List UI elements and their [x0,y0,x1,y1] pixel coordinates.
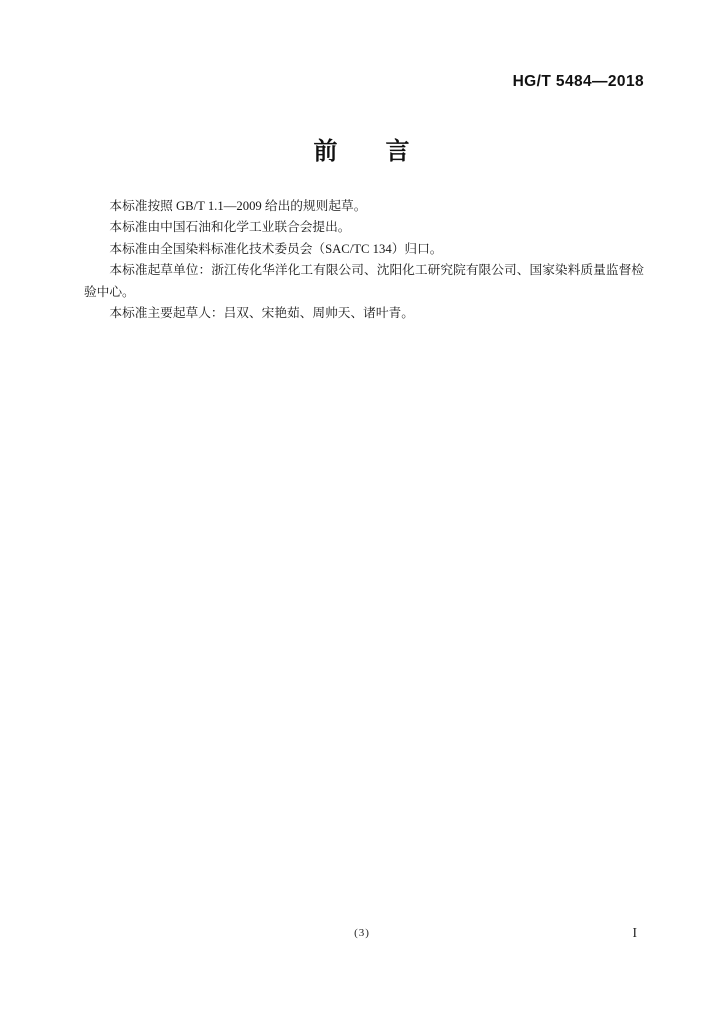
paragraph-main-drafters: 本标准主要起草人：吕双、宋艳茹、周帅天、诸叶青。 [109,306,414,321]
standard-number: HG/T 5484—2018 [512,73,644,90]
paragraph-drafting-organizations: 本标准起草单位：浙江传化华洋化工有限公司、沈阳化工研究院有限公司、国家染料质量监督检验中心。 [84,263,644,299]
foreword-title: 前 言 [313,139,411,165]
paragraph-proposed-by: 本标准由中国石油和化学工业联合会提出。 [109,220,351,235]
page-number-center: (3) [354,927,370,939]
paragraph-under-jurisdiction: 本标准由全国染料标准化技术委员会（SAC/TC 134）归口。 [109,241,443,256]
foreword-body [84,196,644,324]
paragraph-drafting-rules: 本标准按照 GB/T 1.1—2009 给出的规则起草。 [109,199,367,213]
page-number-right: I [632,925,637,940]
